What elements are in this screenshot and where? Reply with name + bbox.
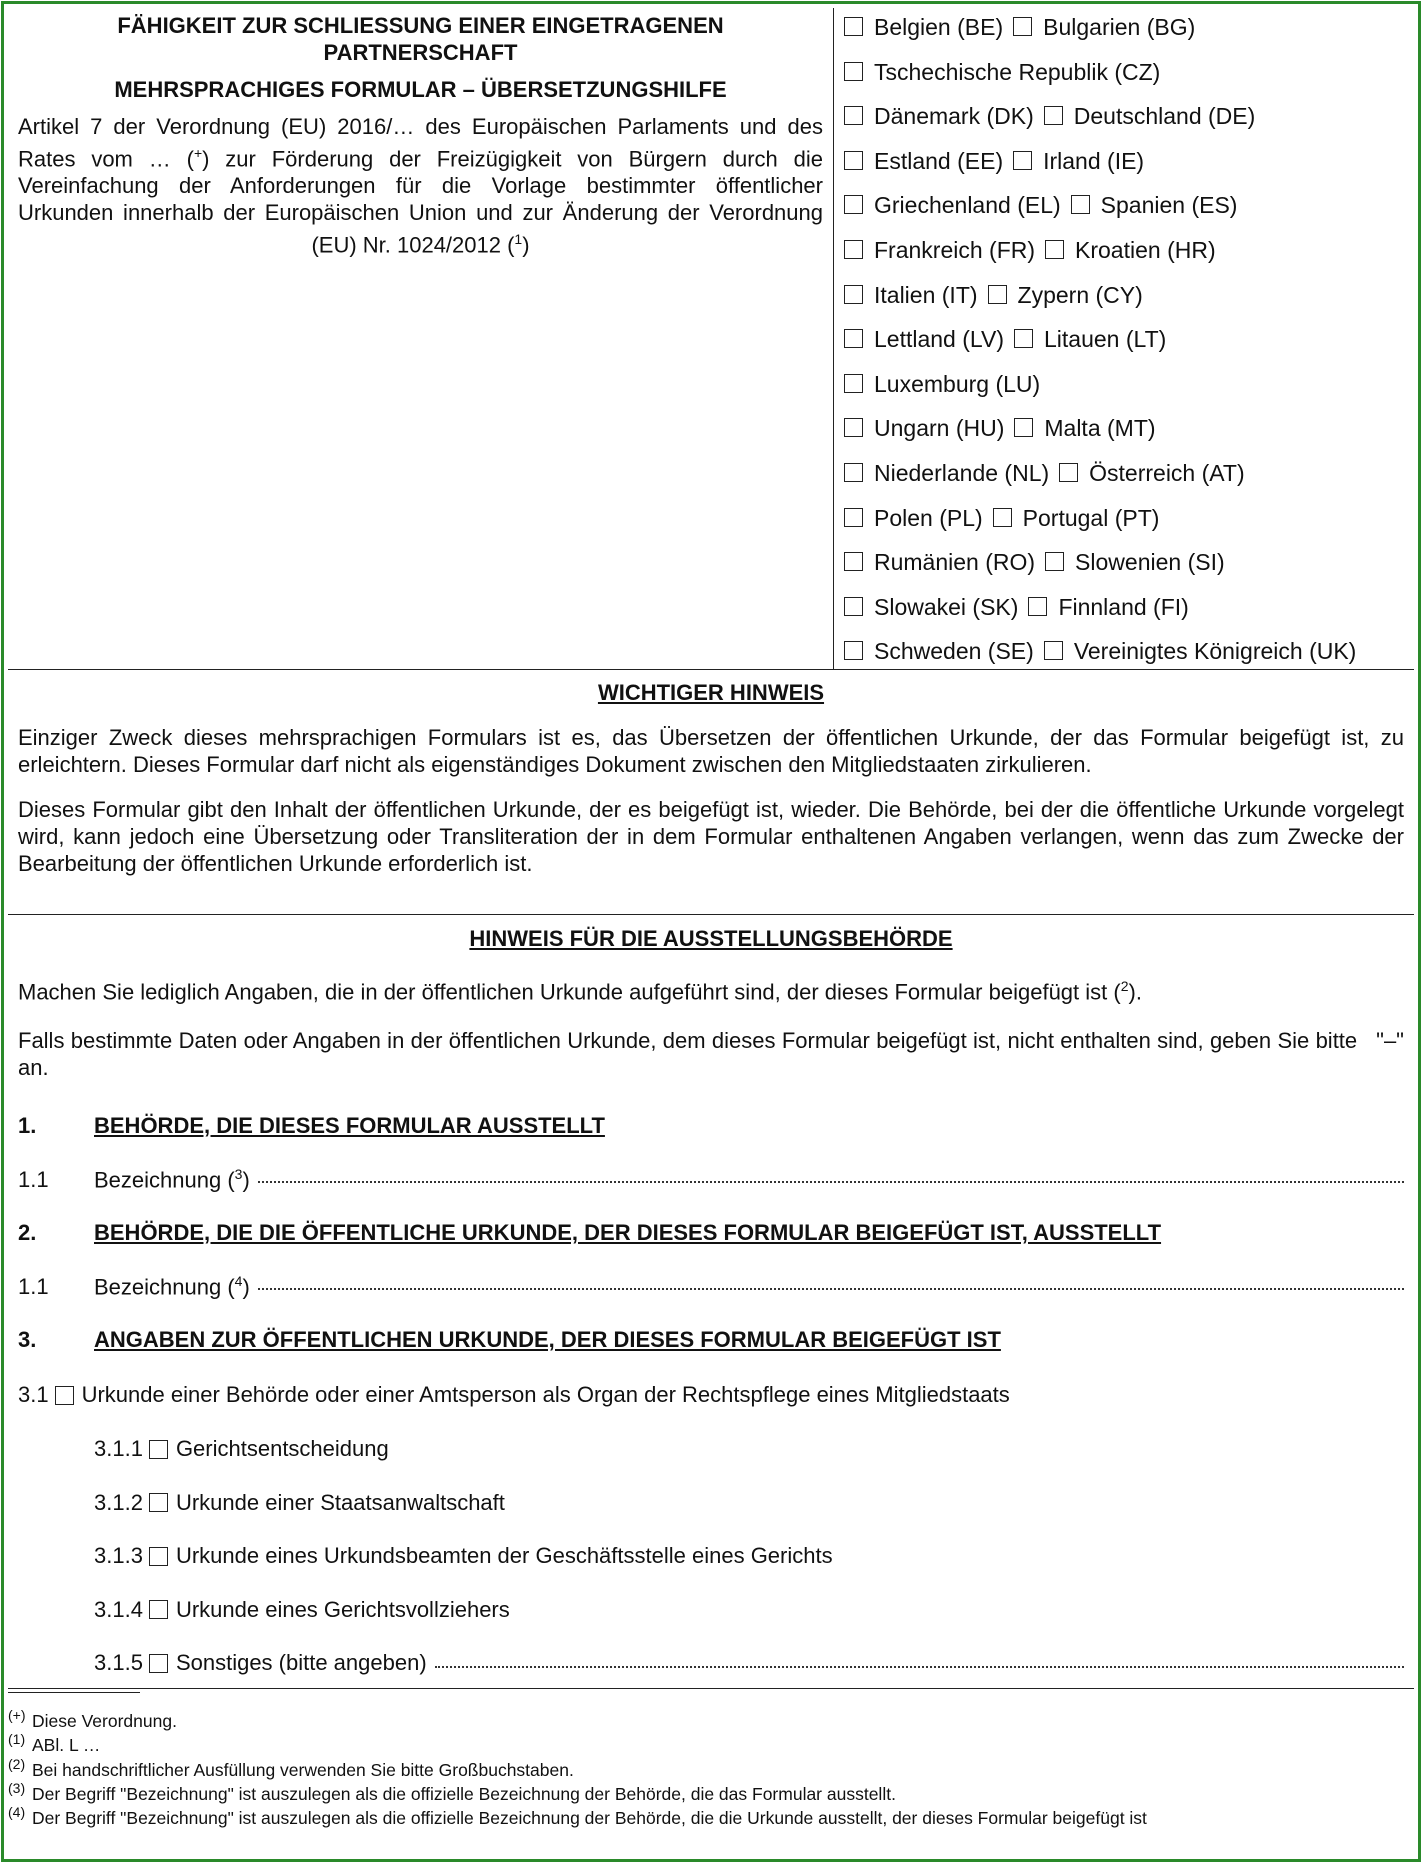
footnote-ref: + [193,145,203,161]
option-3-1-1: 3.1.1 Gerichtsentscheidung [94,1436,389,1461]
country-label: Rumänien (RO) [874,549,1036,576]
country-checkbox[interactable] [1014,329,1033,348]
country-row [844,237,1414,282]
country-checkbox[interactable] [844,597,863,616]
country-label: Bulgarien (BG) [1043,14,1196,40]
country-checklist [844,14,1414,683]
country-checkbox[interactable] [1044,106,1063,125]
checkbox[interactable] [149,1600,168,1619]
country-checkbox[interactable] [993,508,1012,527]
footnote-marker: (4) [8,1804,26,1821]
country-label: Österreich (AT) [1089,459,1245,486]
country-row [844,326,1414,371]
divider [8,914,1414,915]
country-row [844,282,1414,327]
country-label: Kroatien (HR) [1075,236,1216,263]
country-checkbox[interactable] [1014,418,1033,437]
country-checkbox[interactable] [844,240,863,259]
legal-basis-text: Artikel 7 der Verordnung (EU) 2016/… des Europäischen Parlaments und des Rates vom … (+) zur Förderung der Freizügigkeit von Bürgern durch die Vereinfachung der Anforderungen für die Vorlage bestimmter öffentlicher Urkunden innerhalb der Europäischen Union und zur Änderung der Verordnung (EU) Nr. 1024/2012 ($^1$) [18,114,823,258]
section-2-name-field[interactable]: 1.1 Bezeichnung ($^4$) [18,1273,1404,1301]
checkbox[interactable] [149,1547,168,1566]
country-label: Frankreich (FR) [874,236,1036,263]
checkbox[interactable] [55,1386,74,1405]
country-row [844,59,1414,104]
country-checkbox[interactable] [1013,17,1032,36]
country-checkbox[interactable] [1028,597,1047,616]
country-checkbox[interactable] [844,17,863,36]
footnote: $^{(4)}$ Der Begriff "Bezeichnung" ist auszulegen als die offizielle Bezeichnung der Behörde, die die Urkunde ausstellt, der dieses Formular beigefügt ist [8,1804,1147,1829]
option-3-1-4: 3.1.4 Urkunde eines Gerichtsvollziehers [94,1596,510,1622]
country-checkbox[interactable] [844,106,863,125]
country-checkbox[interactable] [1013,151,1032,170]
country-row [844,14,1414,59]
country-label: Ungarn (HU) [874,415,1005,442]
country-checkbox[interactable] [1045,240,1064,259]
country-label: Polen (PL) [874,504,983,531]
footnote-ref: 1 [514,231,523,248]
option-3-1-5: 3.1.5 Sonstiges (bitte angeben) [94,1650,1404,1676]
authority-notice-paragraph: Falls bestimmte Daten oder Angaben in der öffentlichen Urkunde, dem dieses Formular beigefügt ist, nicht enthalten sind, geben Sie bitte "–" an. [18,1027,1404,1080]
country-label: Tschechische Republik (CZ) [874,58,1161,85]
country-label: Spanien (ES) [1100,192,1238,219]
form-content [8,8,1414,1855]
authority-notice-paragraph: Machen Sie lediglich Angaben, die in der öffentlichen Urkunde aufgeführt sind, der dieses Formular beigefügt ist ($^2$). [18,978,1142,1005]
divider [8,1688,1414,1689]
country-label: Estland (EE) [874,147,1004,174]
important-notice [8,680,1414,877]
fill-in-line[interactable] [258,1288,1404,1290]
country-label: Luxemburg (LU) [874,370,1041,397]
footnote-marker: (3) [8,1779,26,1796]
country-row [844,638,1414,683]
country-label: Irland (IE) [1043,147,1145,174]
country-label: Italien (IT) [874,281,978,308]
country-label: Finnland (FI) [1058,593,1189,620]
country-checkbox[interactable] [844,374,863,393]
footnote: $^{(1)}$ ABl. L … [8,1731,101,1756]
header-section [8,8,1414,670]
country-checkbox[interactable] [844,151,863,170]
country-label: Lettland (LV) [874,326,1004,353]
country-label: Vereinigtes Königreich (UK) [1073,638,1357,665]
country-row [844,148,1414,193]
country-label: Litauen (LT) [1043,326,1167,353]
country-checkbox[interactable] [1059,463,1078,482]
country-label: Belgien (BE) [874,14,1004,40]
footnote-marker: (+) [8,1707,26,1723]
footnote: $^{(2)}$ Bei handschriftlicher Ausfüllung verwenden Sie bitte Großbuchstaben. [8,1755,574,1780]
country-label: Dänemark (DK) [874,103,1034,130]
option-3-1: 3.1 Urkunde einer Behörde oder einer Amtsperson als Organ der Rechtspflege eines Mitgliedstaats [18,1382,1010,1407]
form-subtitle: MEHRSPRACHIGES FORMULAR – ÜBERSETZUNGSHILFE [114,77,727,102]
checkbox[interactable] [149,1493,168,1512]
authority-notice-title: HINWEIS FÜR DIE AUSSTELLUNGSBEHÖRDE [469,926,953,951]
country-row [844,460,1414,505]
option-3-1-3: 3.1.3 Urkunde eines Urkundsbeamten der Geschäftsstelle eines Gerichts [94,1543,833,1568]
authority-notice [8,926,1414,1081]
country-checkbox[interactable] [844,552,863,571]
checkbox[interactable] [149,1440,168,1459]
country-row [844,192,1414,237]
option-3-1-2: 3.1.2 Urkunde einer Staatsanwaltschaft [94,1489,505,1515]
footnotes [8,1707,1414,1828]
country-checkbox[interactable] [988,285,1007,304]
important-notice-paragraph: Dieses Formular gibt den Inhalt der öffentlichen Urkunde, der es beigefügt ist, wieder. Die Behörde, bei der die öffentliche Urkunde vorgelegt wird, kann jedoch eine Übersetzung oder Transliteration der in dem Formular enthaltenen Angaben verlangen, wenn das zum Zwecke der Bearbeitung der öffentlichen Urkunde erforderlich ist. [18,797,1404,877]
form-title-block [8,8,834,670]
country-checkbox[interactable] [1044,641,1063,660]
country-label: Slowakei (SK) [874,593,1019,620]
country-label: Portugal (PT) [1022,504,1160,531]
country-checkbox[interactable] [844,508,863,527]
country-checkbox[interactable] [844,285,863,304]
country-label: Niederlande (NL) [874,459,1050,486]
checkbox[interactable] [149,1654,168,1673]
section-1-heading: 1. BEHÖRDE, DIE DIESES FORMULAR AUSSTELLT [18,1113,605,1138]
footnote-marker: (2) [8,1755,26,1772]
country-label: Schweden (SE) [874,638,1034,665]
footnote-ref: 2 [1120,978,1129,995]
footnote-marker: (1) [8,1731,26,1748]
country-row [844,505,1414,550]
country-label: Slowenien (SI) [1075,549,1225,576]
country-row [844,415,1414,460]
field-label: Bezeichnung ($^3$) [94,1166,250,1193]
country-row [844,594,1414,639]
country-checkbox[interactable] [844,329,863,348]
form-title: FÄHIGKEIT ZUR SCHLIESSUNG EINER EINGETRAGENEN PARTNERSCHAFT [117,13,724,65]
field-label: Bezeichnung ($^4$) [94,1273,250,1300]
footnote-separator [8,1692,140,1693]
country-row [844,371,1414,416]
important-notice-title: WICHTIGER HINWEIS [597,680,825,705]
section-2-heading: 2. BEHÖRDE, DIE DIE ÖFFENTLICHE URKUNDE, DER DIESES FORMULAR BEIGEFÜGT IST, AUSSTELLT [18,1220,1162,1245]
country-checkbox[interactable] [1071,195,1090,214]
country-checkbox[interactable] [844,195,863,214]
country-checkbox[interactable] [844,641,863,660]
country-checkbox[interactable] [844,418,863,437]
section-3-heading: 3. ANGABEN ZUR ÖFFENTLICHEN URKUNDE, DER DIESES FORMULAR BEIGEFÜGT IST [18,1327,1001,1352]
country-checkbox[interactable] [844,62,863,81]
fill-in-line[interactable] [435,1666,1404,1668]
country-label: Malta (MT) [1044,415,1156,442]
section-1-name-field[interactable]: 1.1 Bezeichnung ($^3$) [18,1166,1404,1194]
country-label: Zypern (CY) [1017,281,1143,308]
footnote: $^{(3)}$ Der Begriff "Bezeichnung" ist auszulegen als die offizielle Bezeichnung der Behörde, die das Formular ausstellt. [8,1779,896,1804]
country-checkbox[interactable] [844,463,863,482]
country-label: Griechenland (EL) [874,192,1061,219]
country-row [844,549,1414,594]
country-checkbox[interactable] [1045,552,1064,571]
important-notice-paragraph: Einziger Zweck dieses mehrsprachigen Formulars ist es, das Übersetzen der öffentlichen Urkunde, der das Formular beigefügt ist, zu erleichtern. Dieses Formular darf nicht als eigenständiges Dokument zwischen den Mitgliedstaaten zirkulieren. [18,725,1404,778]
fill-in-line[interactable] [258,1181,1404,1183]
form-border [1,1,1421,1862]
country-label: Deutschland (DE) [1073,103,1256,130]
country-row [844,103,1414,148]
footnote: (+) Diese Verordnung. [8,1707,177,1731]
